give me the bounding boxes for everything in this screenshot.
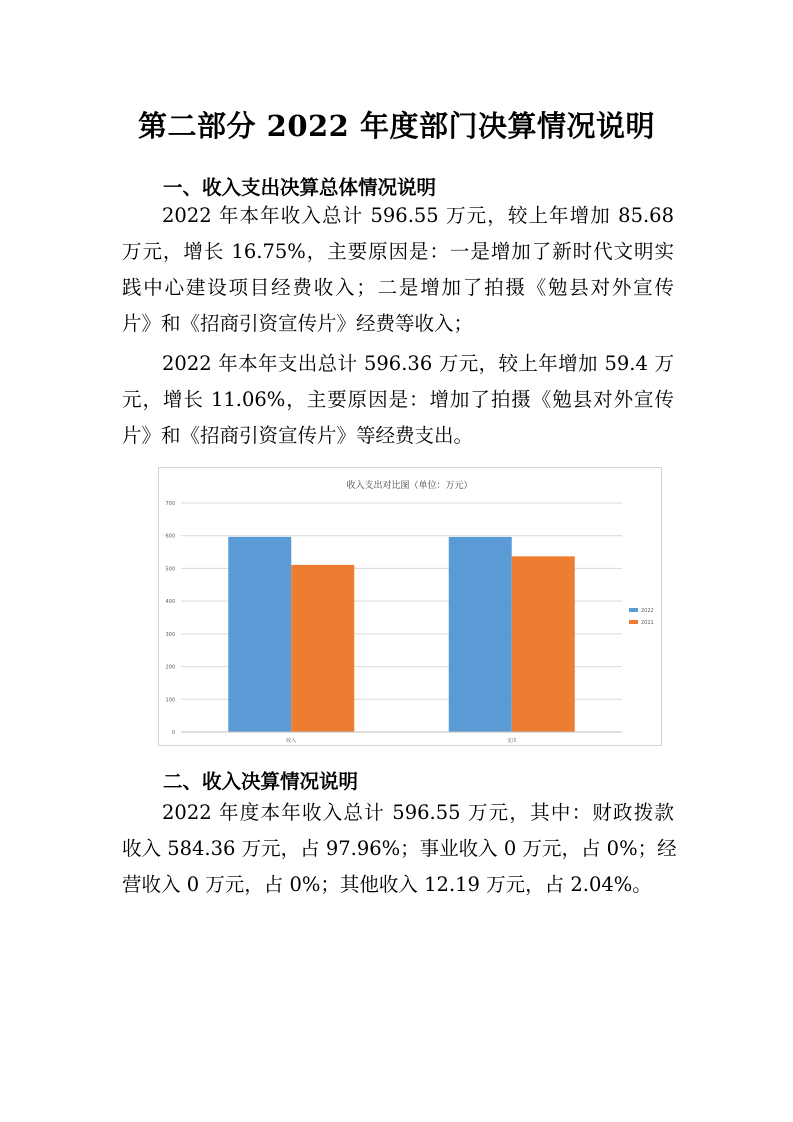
chart-title: 收入支出对比图（单位：万元） [346,481,473,491]
text-line: 万元，增长 16.75%，主要原因是：一是增加了新时代文明实 [122,240,674,263]
section2-heading: 二、收入决算情况说明 [163,770,359,793]
section1-paragraph-expense [122,346,674,454]
section2-paragraph [122,795,677,903]
x-tick-label: 收入 [286,738,297,744]
legend-label-2021: 2021 [641,620,654,626]
section1-heading: 一、收入支出决算总体情况说明 [163,176,437,199]
text-line: 收入 584.36 万元，占 97.96%；事业收入 0 万元，占 0%；经 [122,837,677,860]
y-tick-label: 400 [165,599,175,606]
bar-2022-expense [449,537,512,732]
y-tick-label: 500 [165,566,175,573]
bar-2022-income [228,537,291,732]
text-line: 2022 年度本年收入总计 596.55 万元，其中：财政拨款 [162,801,674,824]
text-line: 营收入 0 万元，占 0%；其他收入 12.19 万元，占 2.04%。 [122,873,652,896]
x-tick-label: 支出 [506,738,517,744]
text-line: 元，增长 11.06%，主要原因是：增加了拍摄《勉县对外宣传 [122,388,674,411]
legend-swatch-2021 [629,620,638,624]
bar-2021-income [291,565,354,732]
text-line: 践中心建设项目经费收入；二是增加了拍摄《勉县对外宣传 [122,276,674,299]
income-expense-chart [158,467,662,746]
legend-swatch-2022 [629,608,638,612]
y-tick-label: 100 [165,697,175,704]
bar-2021-expense [512,556,575,732]
y-tick-label: 300 [165,631,175,638]
y-tick-label: 0 [171,730,175,736]
text-line: 2022 年本年收入总计 596.55 万元，较上年增加 85.68 [162,204,674,227]
chart-svg [159,468,663,747]
y-tick-label: 600 [165,533,175,540]
text-line: 片》和《招商引资宣传片》经费等收入； [122,312,474,335]
section1-paragraph-income [122,198,674,342]
text-line: 片》和《招商引资宣传片》等经费支出。 [122,424,474,447]
y-tick-label: 200 [165,664,175,671]
y-tick-label: 700 [165,501,175,507]
page-title: 第二部分 2022 年度部门决算情况说明 [138,109,655,143]
legend-label-2022: 2022 [641,608,654,614]
text-line: 2022 年本年支出总计 596.36 万元，较上年增加 59.4 万 [162,352,674,375]
